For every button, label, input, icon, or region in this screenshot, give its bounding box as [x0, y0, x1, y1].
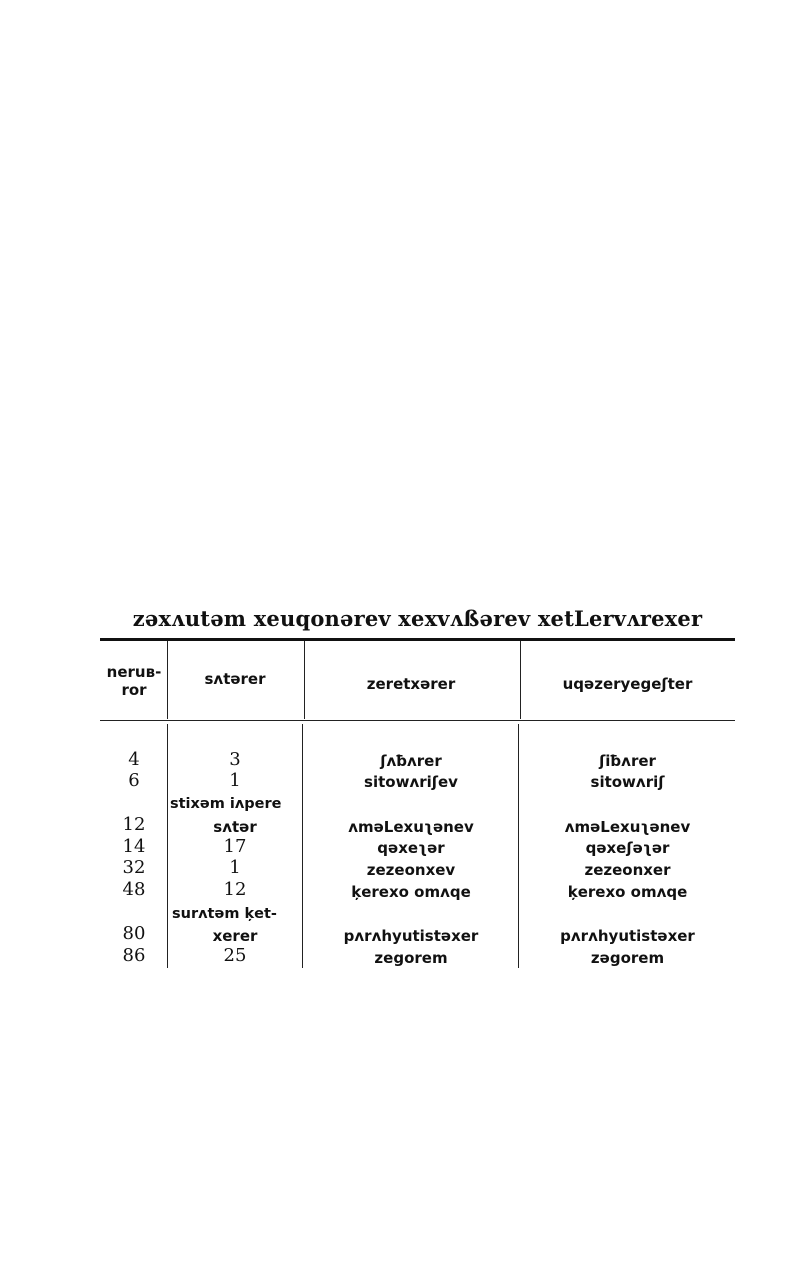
row-zeretxorer: zezeonxev — [366, 861, 456, 879]
row-number: 80 — [122, 923, 146, 944]
row-satorer: 12 — [223, 879, 247, 900]
column-divider — [304, 641, 305, 719]
row-uqozeryegejter: ķerexo omʌqe — [567, 883, 688, 901]
row-uqozeryegejter: ʃiƀʌrer — [599, 752, 656, 770]
row-zeretxorer: sitowʌriʃev — [364, 773, 458, 791]
row-satorer: 3 — [229, 749, 241, 770]
header-zeretxorer: zeretxərer — [366, 675, 456, 693]
header-rule — [100, 720, 735, 721]
row-uqozeryegejter: zezeonxer — [584, 861, 671, 879]
row-number: 86 — [122, 945, 146, 966]
row-zeretxorer: qəxeʅər — [377, 839, 445, 857]
row-number: 48 — [122, 879, 146, 900]
row-uqozeryegejter: ʌməLexuʅənev — [564, 818, 691, 836]
row-number: 4 — [128, 749, 140, 770]
header-number: neruв- ror — [106, 663, 162, 699]
row-uqozeryegejter: zəgorem — [590, 949, 665, 967]
row-zeretxorer: ʌməLexuʅənev — [348, 818, 474, 836]
row-zeretxorer: pʌrʌhyutistəxer — [343, 927, 479, 945]
row-number: 32 — [122, 857, 146, 878]
row-number: 12 — [122, 814, 146, 835]
row-satorer: 1 — [229, 770, 241, 791]
row-satorer: sʌtər — [213, 818, 257, 836]
row-number: 6 — [128, 770, 140, 791]
row-uqozeryegejter: sitowʌriʃ — [590, 773, 665, 791]
top-rule — [100, 638, 735, 641]
row-zeretxorer: ʃʌƀʌrer — [380, 752, 442, 770]
row-satorer: 25 — [223, 945, 247, 966]
header-satorer: sʌtərer — [204, 670, 266, 688]
row-satorer: 17 — [223, 836, 247, 857]
row-zeretxorer: zegorem — [374, 949, 448, 967]
row-satorer-note: stixəm iʌpere — [170, 796, 282, 812]
row-uqozeryegejter: pʌrʌhyutistəxer — [560, 927, 695, 945]
row-satorer: xerer — [212, 927, 258, 945]
row-satorer-note: surʌtəm ķet- — [172, 906, 277, 922]
row-zeretxorer: ķerexo omʌqe — [351, 883, 471, 901]
row-satorer: 1 — [229, 857, 241, 878]
row-uqozeryegejter: qəxeʃəʅər — [585, 839, 670, 857]
column-divider — [167, 641, 168, 719]
header-uqozeryegejter: uqəzeryegeʃter — [562, 675, 693, 693]
column-divider — [520, 641, 521, 719]
row-number: 14 — [122, 836, 146, 857]
table-title: zəxʌutəm xeuqonərev xexvʌßərev xetLervʌrexer — [132, 606, 703, 631]
